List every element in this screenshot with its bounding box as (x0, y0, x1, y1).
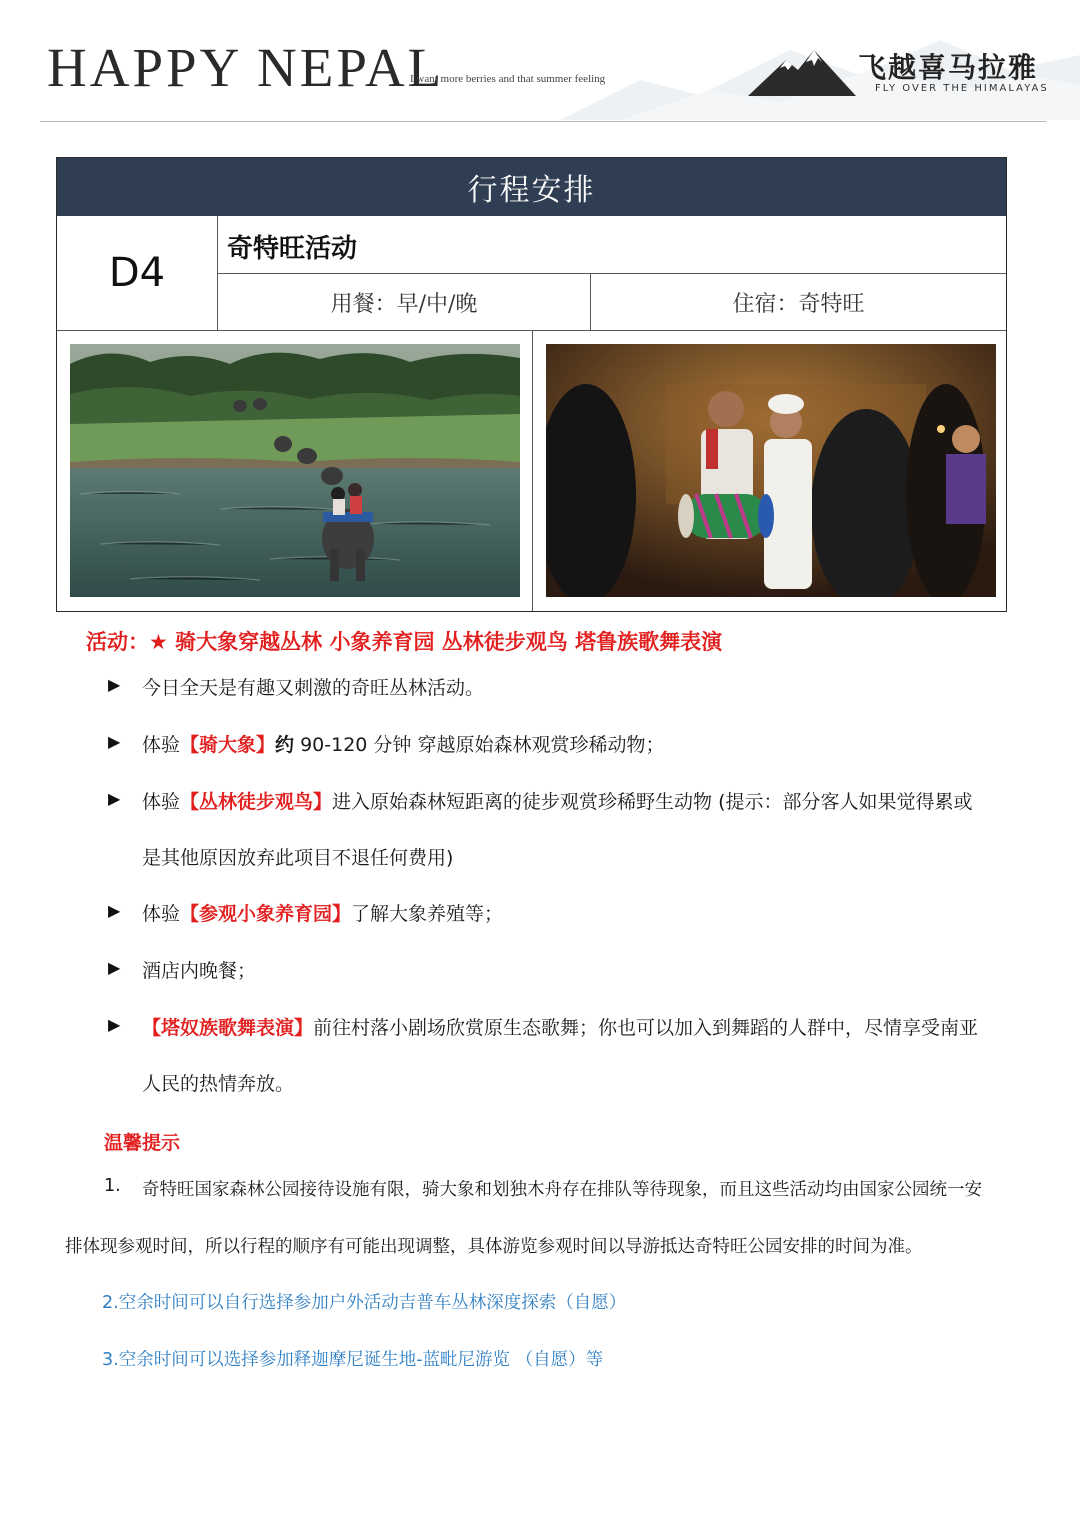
elephant-river-photo (70, 344, 520, 597)
tip-item-1-line-1: 奇特旺国家森林公园接待设施有限，骑大象和划独木舟存在排队等待现象，而且这些活动均由国家公园统一安 (142, 1180, 982, 1200)
tip-item-2: 2.空余时间可以自行选择参加户外活动吉普车丛林深度探索（自愿） (102, 1293, 627, 1313)
item-text: 酒店内晚餐； (142, 960, 257, 982)
divider (532, 330, 533, 611)
accommodation-info: 住宿：奇特旺 (732, 291, 865, 317)
meals-info: 用餐：早/中/晚 (330, 291, 478, 317)
mountain-logo-icon (748, 46, 856, 98)
logo-english-name: FLY OVER THE HIMALAYAS (875, 83, 1049, 94)
item-text: 前往村落小剧场欣赏原生态歌舞；你也可以加入到舞蹈的人群中，尽情享受南亚 (313, 1017, 979, 1039)
item-highlight: 【丛林徒步观鸟】 (180, 791, 333, 813)
item-text: 90-120 分钟 穿越原始森林观赏珍稀动物； (294, 734, 665, 756)
tip-item-1-line-2: 排体现参观时间，所以行程的顺序有可能出现调整，具体游览参观时间以导游抵达奇特旺公园安排的时间为准。 (65, 1237, 923, 1257)
item-text: 今日全天是有趣又刺激的奇旺丛林活动。 (142, 677, 485, 699)
tips-heading: 温馨提示 (104, 1132, 181, 1154)
page-header (0, 0, 1080, 124)
item-highlight: 【塔奴族歌舞表演】 (142, 1017, 314, 1039)
item-text: 了解大象养殖等； (351, 903, 504, 925)
list-item (142, 730, 664, 757)
tharu-dance-photo (546, 344, 996, 597)
item-highlight: 【骑大象】 (180, 734, 276, 756)
day-title: 奇特旺活动 (227, 234, 358, 264)
bullet-arrow-icon: ▶ (108, 1015, 121, 1034)
itinerary-table (56, 157, 1007, 612)
bullet-arrow-icon: ▶ (108, 675, 121, 694)
list-item (142, 956, 256, 983)
logo-chinese-name: 飞越喜马拉雅 (858, 51, 1039, 84)
list-item (142, 673, 484, 700)
item-bold: 约 (275, 734, 295, 756)
bullet-arrow-icon: ▶ (108, 958, 121, 977)
brand-tagline: I want more berries and that summer feeling (410, 73, 606, 85)
header-divider (40, 121, 1046, 122)
item-prefix: 体验 (142, 734, 181, 756)
item-text: 进入原始森林短距离的徒步观赏珍稀野生动物 (提示：部分客人如果觉得累或 (332, 791, 973, 813)
activities-heading: 活动：★ 骑大象穿越丛林 小象养育园 丛林徒步观鸟 塔鲁族歌舞表演 (86, 630, 723, 654)
list-item-continuation: 人民的热情奔放。 (142, 1073, 295, 1095)
tip-number: 1. (104, 1176, 121, 1196)
item-prefix: 体验 (142, 903, 181, 925)
day-label: D4 (108, 250, 166, 296)
item-highlight: 【参观小象养育园】 (180, 903, 352, 925)
tip-item-3: 3.空余时间可以选择参加释迦摩尼诞生地-蓝毗尼游览 （自愿）等 (102, 1350, 604, 1370)
list-item (142, 787, 973, 814)
list-item (142, 899, 503, 926)
bullet-arrow-icon: ▶ (108, 901, 121, 920)
item-prefix: 体验 (142, 791, 181, 813)
bullet-arrow-icon: ▶ (108, 732, 121, 751)
brand-title: HAPPY NEPAL (47, 37, 445, 98)
list-item (142, 1013, 978, 1040)
list-item-continuation: 是其他原因放弃此项目不退任何费用) (142, 847, 454, 869)
table-header: 行程安排 (57, 158, 1006, 216)
bullet-arrow-icon: ▶ (108, 789, 121, 808)
